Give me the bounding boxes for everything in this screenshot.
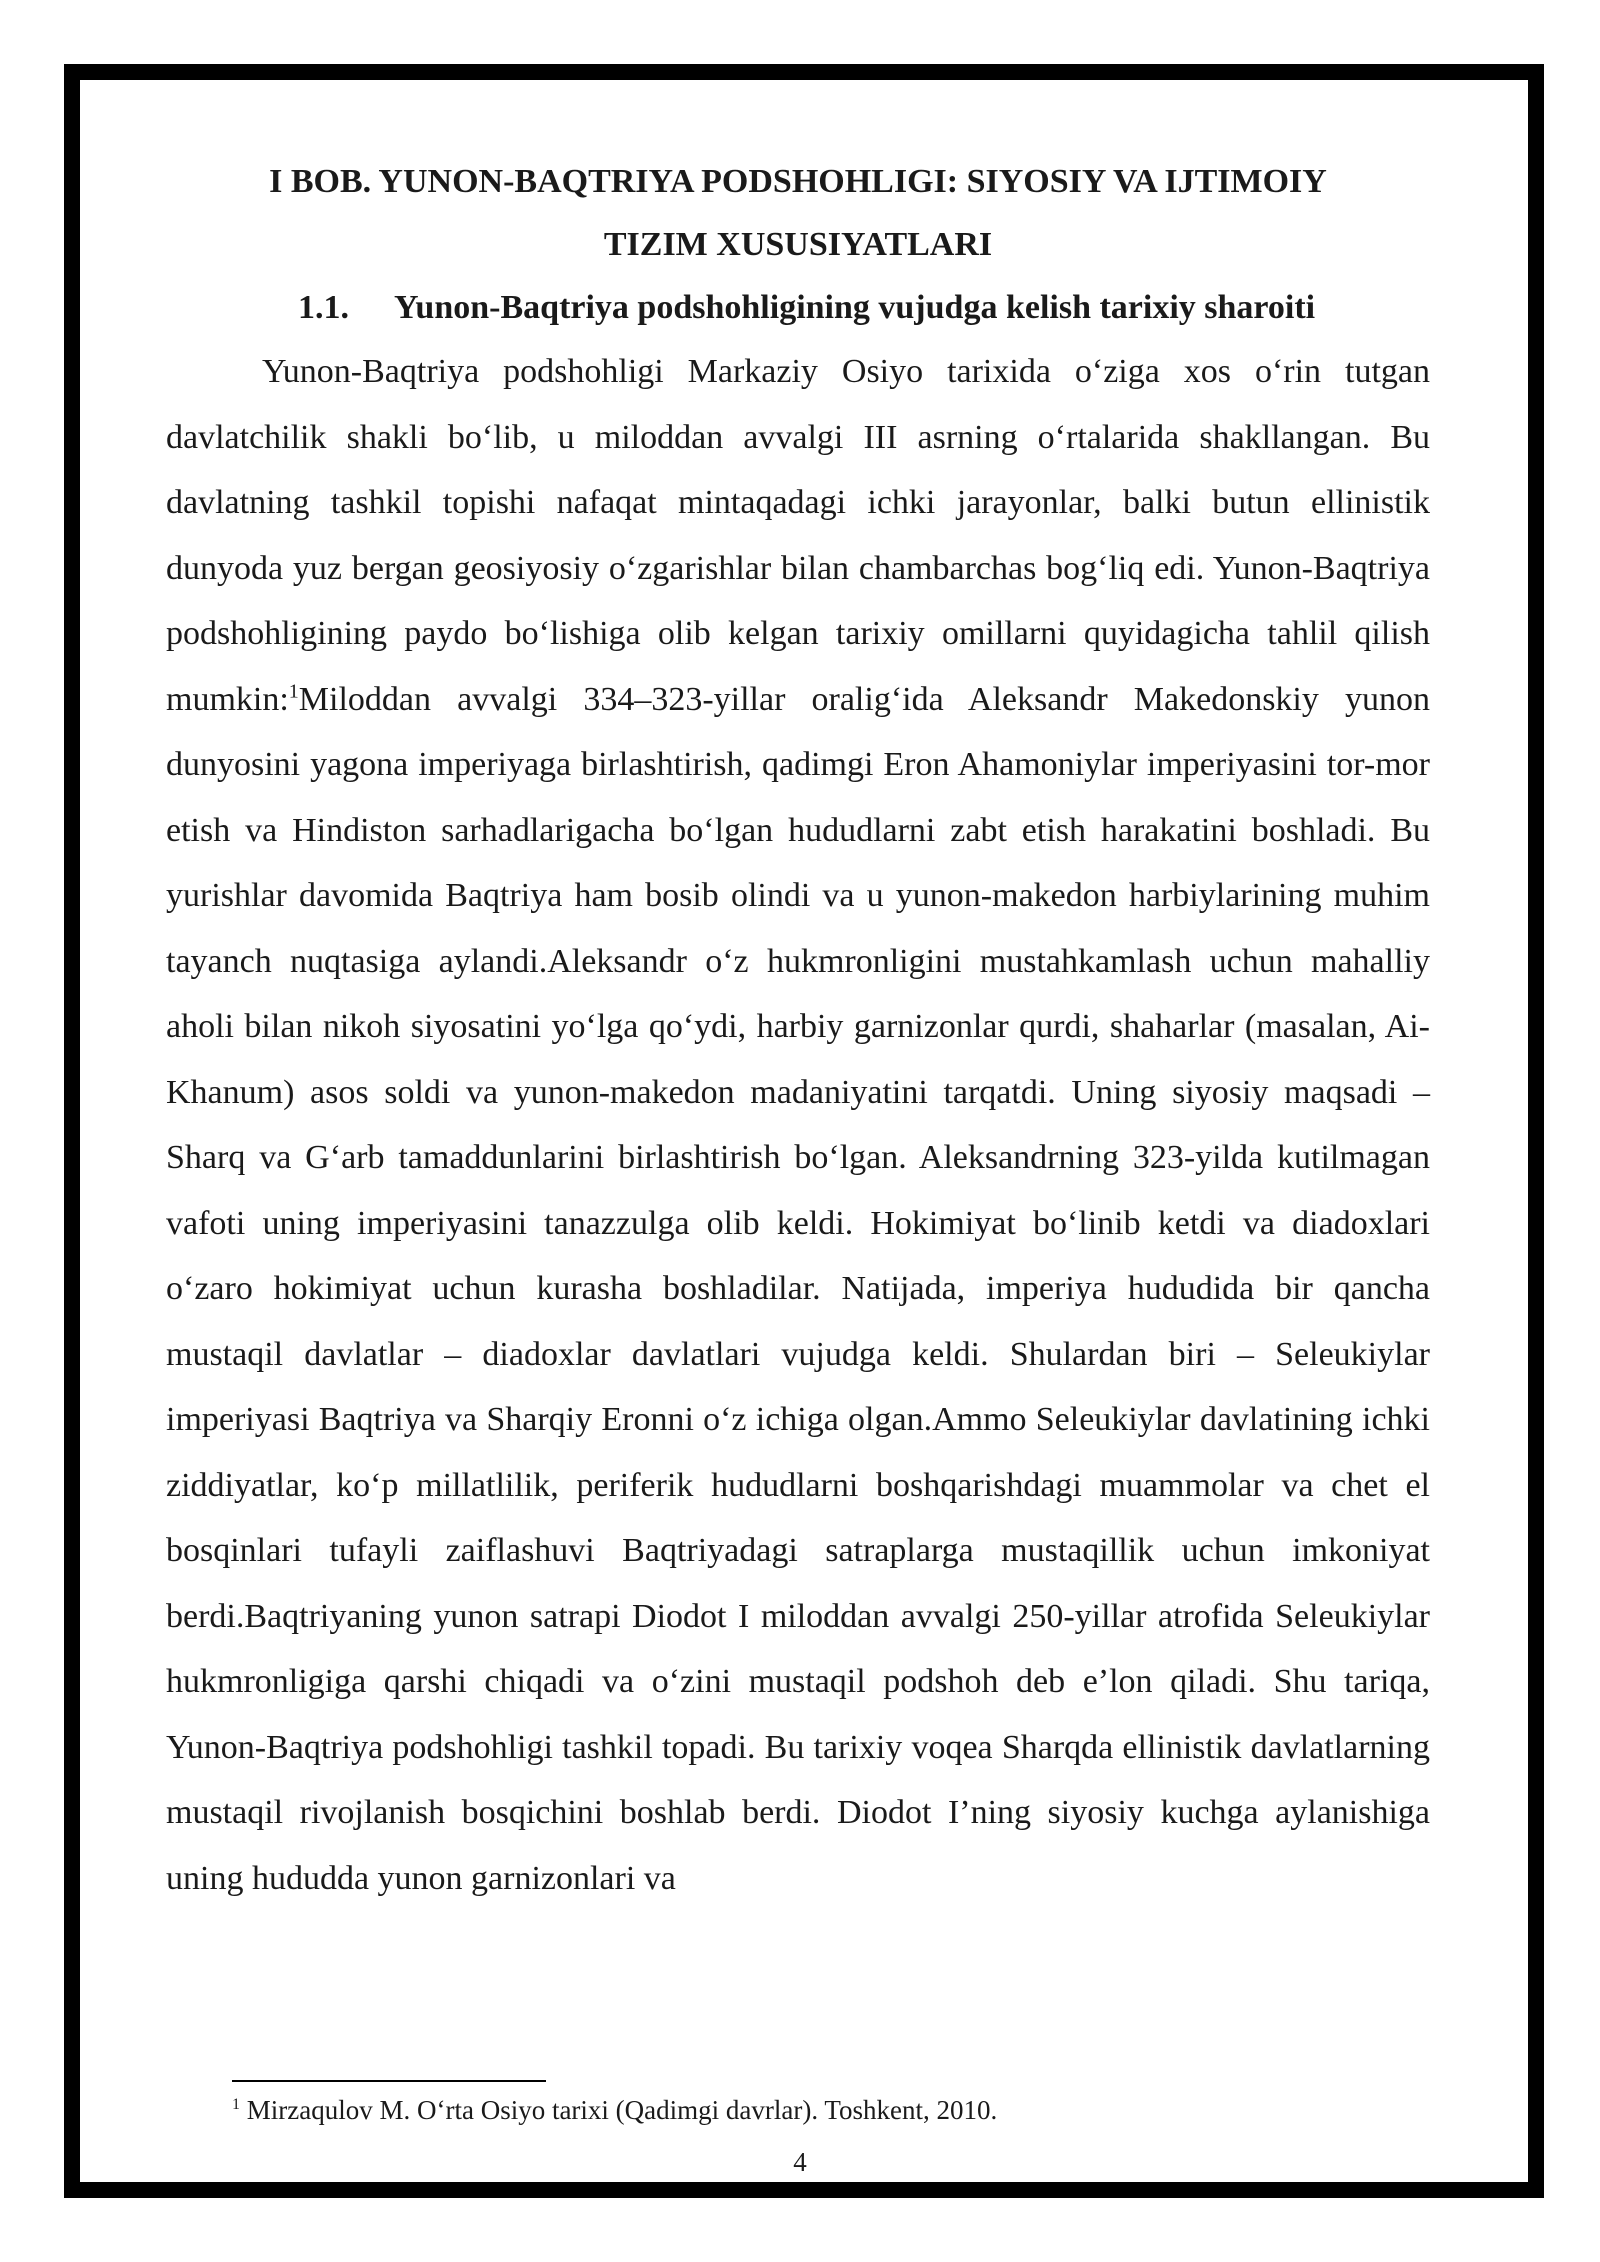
footnote-reference[interactable]: 1 (288, 680, 299, 703)
footnote-text: Mirzaqulov M. O‘rta Osiyo tarixi (Qadimgi davrlar). Toshkent, 2010. (246, 2095, 998, 2125)
footnote (232, 2090, 997, 2130)
section-number: 1.1. (298, 289, 349, 326)
section-heading (166, 276, 1430, 339)
chapter-title-line-1: I BOB. YUNON-BAQTRIYA PODSHOHLIGI: SIYOSIY VA IJTIMOIY (269, 163, 1327, 200)
footnote-separator (232, 2080, 546, 2082)
body-paragraph (166, 339, 1430, 1911)
footnote-marker: 1 (232, 2096, 240, 2113)
chapter-title (166, 150, 1430, 276)
section-title: Yunon-Baqtriya podshohligining vujudga kelish tarixiy sharoiti (394, 289, 1316, 326)
page-number: 4 (793, 2147, 807, 2177)
body-text-part-2: Miloddan avvalgi 334–323-yillar oralig‘ida Aleksandr Makedonskiy yunon dunyosini yagona imperiyaga birlashtirish, qadimgi Eron Ahamoniylar imperiyasini tor-mor etish va Hindiston sarhadlarigacha bo‘lgan hududlarni zabt etish harakatini boshladi. Bu yurishlar davomida Baqtriya ham bosib olindi va u yunon-makedon harbiylarining muhim tayanch nuqtasiga aylandi.Aleksandr o‘z hukmronligini mustahkamlash uchun mahalliy aholi bilan nikoh siyosatini yo‘lga qo‘ydi, harbiy garnizonlar qurdi, shaharlar (masalan, Ai-Khanum) asos soldi va yunon-makedon madaniyatini tarqatdi. Uning siyosiy maqsadi – Sharq va G‘arb tamaddunlarini birlashtirish bo‘lgan. Aleksandrning 323-yilda kutilmagan vafoti uning imperiyasini tanazzulga olib keldi. Hokimiyat bo‘linib ketdi va diadoxlari o‘zaro hokimiyat uchun kurasha boshladilar. Natijada, imperiya hududida bir qancha mustaqil davlatlar – diadoxlar davlatlari vujudga keldi. Shulardan biri – Seleukiylar imperiyasi Baqtriya va Sharqiy Eronni o‘z ichiga olgan.Ammo Seleukiylar davlatining ichki ziddiyatlar, ko‘p millatlilik, periferik hududlarni boshqarishdagi muammolar va chet el bosqinlari tufayli zaiflashuvi Baqtriyadagi satraplarga mustaqillik uchun imkoniyat berdi.Baqtriyaning yunon satrapi Diodot I miloddan avvalgi 250-yillar atrofida Seleukiylar hukmronligiga qarshi chiqadi va o‘zini mustaqil podshoh deb e’lon qiladi. Shu tariqa, Yunon-Baqtriya podshohligi tashkil topadi. Bu tarixiy voqea Sharqda ellinistik davlatlarning mustaqil rivojlanish bosqichini boshlab berdi. Diodot I’ning siyosiy kuchga aylanishiga uning hududda yunon garnizonlari va (166, 680, 1430, 1897)
chapter-title-line-2: TIZIM XUSUSIYATLARI (603, 226, 993, 263)
page-content (166, 150, 1430, 1911)
body-text-part-1: Yunon-Baqtriya podshohligi Markaziy Osiyo tarixida o‘ziga xos o‘rin tutgan davlatchilik shakli bo‘lib, u miloddan avvalgi III asrning o‘rtalarida shakllangan. Bu davlatning tashkil topishi nafaqat mintaqadagi ichki jarayonlar, balki butun ellinistik dunyoda yuz bergan geosiyosiy o‘zgarishlar bilan chambarchas bog‘liq edi. Yunon-Baqtriya podshohligining paydo bo‘lishiga olib kelgan tarixiy omillarni quyidagicha tahlil qilish mumkin: (166, 353, 1430, 718)
